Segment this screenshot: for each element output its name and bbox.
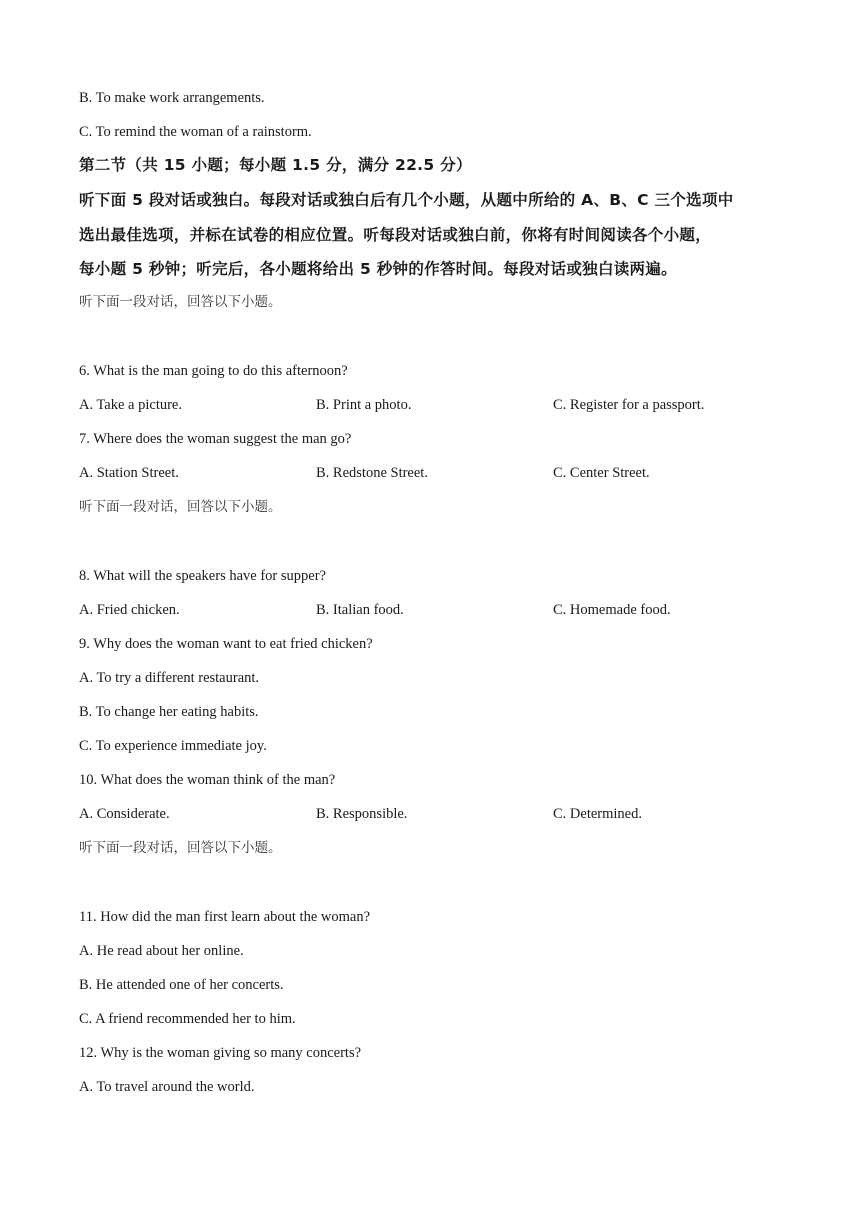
option-a: A. To try a different restaurant. [79, 670, 260, 686]
option-c: C. A friend recommended her to him. [79, 1011, 296, 1027]
dialogue-prompt: 听下面一段对话，回答以下小题。 [79, 840, 282, 856]
options-row [79, 804, 839, 824]
option-b: B. Responsible. [316, 806, 408, 822]
section-heading: 第二节（共 15 小题；每小题 1.5 分，满分 22.5 分） [79, 156, 472, 174]
option-c: C. Center Street. [553, 465, 650, 481]
options-row [79, 463, 839, 483]
question-text: 7. Where does the woman suggest the man go? [79, 431, 352, 447]
options-row [79, 600, 839, 620]
instructions-line: 每小题 5 秒钟；听完后，各小题将给出 5 秒钟的作答时间。每段对话或独白读两遍。 [79, 260, 677, 278]
option-a: A. Station Street. [79, 465, 179, 481]
question-text: 8. What will the speakers have for supper? [79, 568, 326, 584]
instructions-line: 听下面 5 段对话或独白。每段对话或独白后有几个小题，从题中所给的 A、B、C 三个选项中 [79, 191, 734, 209]
dialogue-prompt: 听下面一段对话，回答以下小题。 [79, 294, 282, 310]
option-a: A. Fried chicken. [79, 602, 180, 618]
option-b: B. Redstone Street. [316, 465, 428, 481]
instructions-line: 选出最佳选项，并标在试卷的相应位置。听每段对话或独白前，你将有时间阅读各个小题， [79, 226, 712, 244]
option-b: B. To change her eating habits. [79, 704, 259, 720]
dialogue-prompt: 听下面一段对话，回答以下小题。 [79, 499, 282, 515]
option-line: B. To make work arrangements. [79, 90, 265, 106]
option-b: B. He attended one of her concerts. [79, 977, 284, 993]
option-b: B. Print a photo. [316, 397, 412, 413]
option-a: A. He read about her online. [79, 943, 244, 959]
question-text: 11. How did the man first learn about the woman? [79, 909, 370, 925]
option-c: C. To experience immediate joy. [79, 738, 267, 754]
option-c: C. Determined. [553, 806, 642, 822]
option-a: A. Take a picture. [79, 397, 182, 413]
option-b: B. Italian food. [316, 602, 404, 618]
question-text: 6. What is the man going to do this afternoon? [79, 363, 348, 379]
option-a: A. To travel around the world. [79, 1079, 255, 1095]
option-a: A. Considerate. [79, 806, 170, 822]
question-text: 10. What does the woman think of the man? [79, 772, 336, 788]
question-text: 12. Why is the woman giving so many concerts? [79, 1045, 362, 1061]
option-c: C. Homemade food. [553, 602, 671, 618]
options-row [79, 395, 839, 415]
option-c: C. Register for a passport. [553, 397, 705, 413]
option-line: C. To remind the woman of a rainstorm. [79, 124, 312, 140]
question-text: 9. Why does the woman want to eat fried chicken? [79, 636, 373, 652]
